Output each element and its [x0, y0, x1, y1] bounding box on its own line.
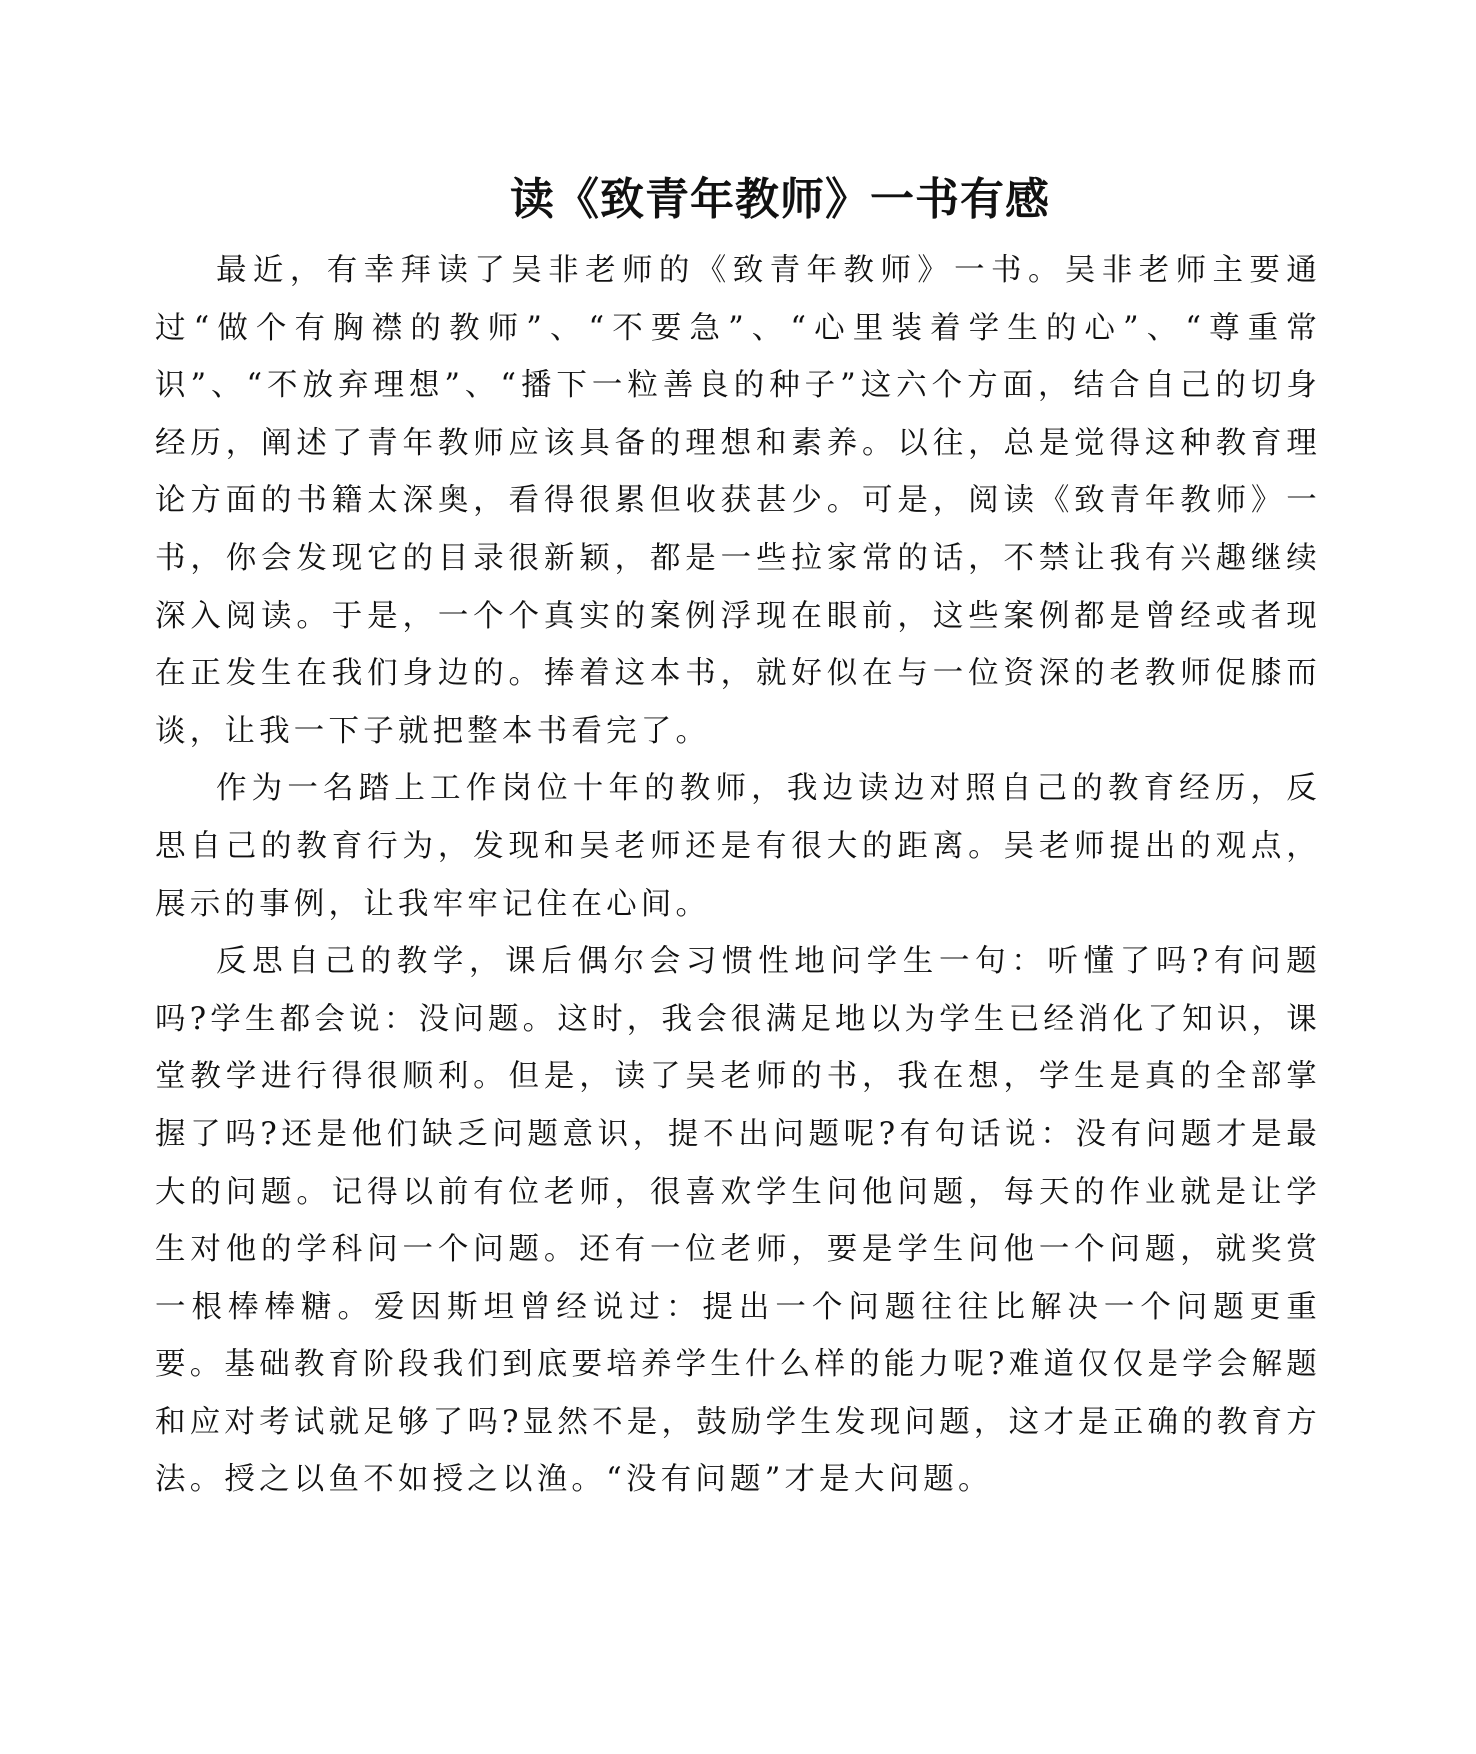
document-title: 读《致青年教师》一书有感 — [510, 174, 1050, 225]
paragraph-1: 最近，有幸拜读了吴非老师的《致青年教师》一书。吴非老师主要通过“做个有胸襟的教师”、“不要急”、“心里装着学生的心”、“尊重常识”、“不放弃理想”、“播下一粒善良的种子”这六个方面，结合自己的切身经历，阐述了青年教师应该具备的理想和素养。以往，总是觉得这种教育理论方面的书籍太深奥，看得很累但收获甚少。可是，阅读《致青年教师》一书，你会发现它的目录很新颖，都是一些拉家常的话，不禁让我有兴趣继续深入阅读。于是，一个个真实的案例浮现在眼前，这些案例都是曾经或者现在正发生在我们身边的。捧着这本书，就好似在与一位资深的老教师促膝而谈，让我一下子就把整本书看完了。 — [155, 253, 1321, 749]
document-body — [155, 242, 1321, 1509]
paragraph-2: 作为一名踏上工作岗位十年的教师，我边读边对照自己的教育经历，反思自己的教育行为，发现和吴老师还是有很大的距离。吴老师提出的观点，展示的事例，让我牢牢记住在心间。 — [155, 771, 1321, 922]
paragraph-3: 反思自己的教学，课后偶尔会习惯性地问学生一句：听懂了吗?有问题吗?学生都会说：没问题。这时，我会很满足地以为学生已经消化了知识，课堂教学进行得很顺利。但是，读了吴老师的书，我在想，学生是真的全部掌握了吗?还是他们缺乏问题意识，提不出问题呢?有句话说：没有问题才是最大的问题。记得以前有位老师，很喜欢学生问他问题，每天的作业就是让学生对他的学科问一个问题。还有一位老师，要是学生问他一个问题，就奖赏一根棒棒糖。爱因斯坦曾经说过：提出一个问题往往比解决一个问题更重要。基础教育阶段我们到底要培养学生什么样的能力呢?难道仅仅是学会解题和应对考试就足够了吗?显然不是，鼓励学生发现问题，这才是正确的教育方法。授之以鱼不如授之以渔。“没有问题”才是大问题。 — [155, 944, 1321, 1498]
